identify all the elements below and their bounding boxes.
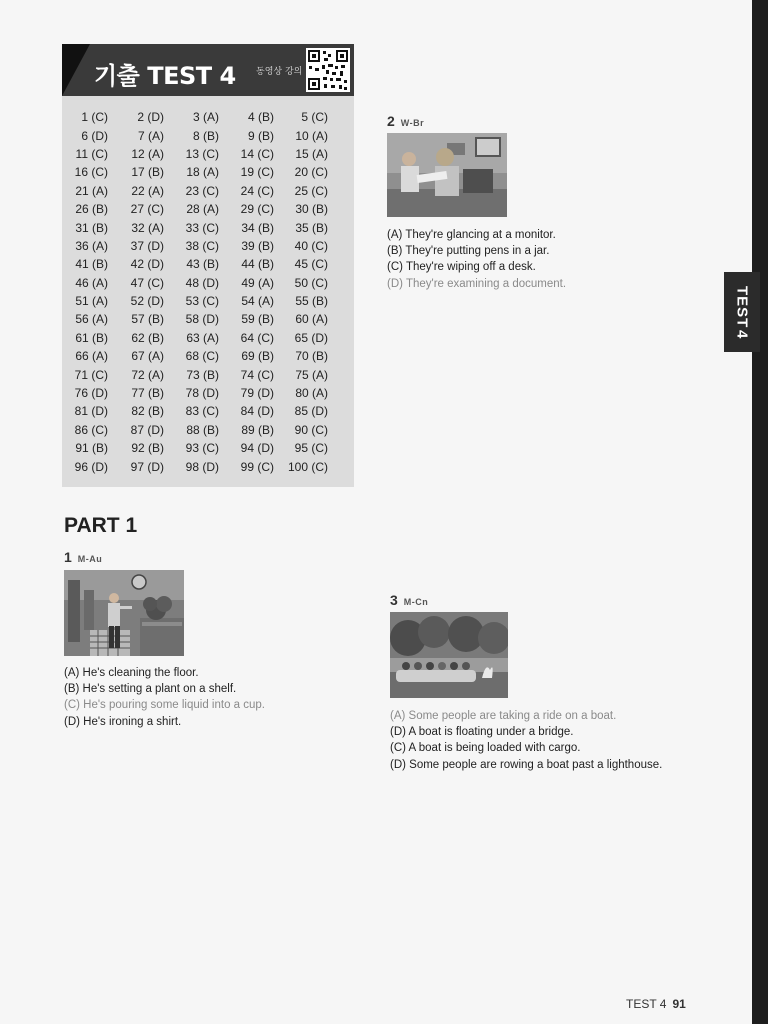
answer-cell: 71 (C) xyxy=(74,367,108,382)
answer-cell: 40 (C) xyxy=(294,238,328,253)
option-d: (D) They're examining a document. xyxy=(387,277,567,290)
answer-row xyxy=(70,237,350,255)
answer-cell: 84 (D) xyxy=(240,404,274,419)
answer-cell: 73 (B) xyxy=(186,367,219,382)
answer-cell: 83 (C) xyxy=(185,404,219,419)
answer-cell: 82 (B) xyxy=(131,404,164,419)
option-c: (C) He's pouring some liquid into a cup. xyxy=(64,699,265,712)
answer-cell: 66 (A) xyxy=(75,349,108,364)
answer-row xyxy=(70,347,350,365)
answer-cell: 22 (A) xyxy=(131,183,164,198)
answer-cell: 63 (A) xyxy=(186,330,219,345)
question-3-options xyxy=(390,708,662,773)
option-a: (A) They're glancing at a monitor. xyxy=(387,229,556,241)
answer-cell: 34 (B) xyxy=(241,220,274,235)
footer-label: TEST 4 xyxy=(626,997,667,1011)
question-number: 2 xyxy=(387,113,395,129)
answer-cell: 11 (C) xyxy=(75,146,108,161)
option-a: (A) Some people are taking a ride on a boat. xyxy=(390,710,617,722)
answer-cell: 99 (C) xyxy=(240,459,274,474)
answer-cell: 39 (B) xyxy=(241,238,274,253)
answer-cell: 16 (C) xyxy=(74,165,108,180)
answer-cell: 15 (A) xyxy=(295,146,328,161)
answer-cell: 50 (C) xyxy=(294,275,328,290)
question-3-photo xyxy=(390,612,508,698)
answer-cell: 79 (D) xyxy=(240,386,274,401)
answer-cell: 78 (D) xyxy=(185,386,219,401)
answer-cell: 33 (C) xyxy=(185,220,219,235)
page-edge xyxy=(752,0,768,1024)
page-footer xyxy=(626,997,686,1011)
answer-row xyxy=(70,126,350,144)
answer-cell: 95 (C) xyxy=(294,441,328,456)
part-title: PART 1 xyxy=(64,514,138,537)
answer-row xyxy=(70,292,350,310)
answer-cell: 5 (C) xyxy=(301,110,328,125)
speaker-code: M-Au xyxy=(77,554,103,564)
answer-cell: 4 (B) xyxy=(247,110,274,125)
answer-cell: 6 (D) xyxy=(81,128,108,143)
answer-cell: 10 (A) xyxy=(295,128,328,143)
answer-cell: 17 (B) xyxy=(131,165,164,180)
answer-row xyxy=(70,145,350,163)
answer-cell: 65 (D) xyxy=(294,330,328,345)
qr-code-icon[interactable] xyxy=(306,48,350,92)
answer-cell: 59 (B) xyxy=(241,312,274,327)
answer-cell: 38 (C) xyxy=(185,238,219,253)
answer-grid xyxy=(70,108,350,476)
answer-cell: 74 (C) xyxy=(240,367,274,382)
answer-cell: 19 (C) xyxy=(240,165,274,180)
answer-cell: 20 (C) xyxy=(294,165,328,180)
page-number: 91 xyxy=(672,997,686,1011)
answer-cell: 28 (A) xyxy=(186,202,219,217)
answer-cell: 61 (B) xyxy=(75,330,108,345)
answer-cell: 58 (D) xyxy=(185,312,219,327)
answer-cell: 51 (A) xyxy=(75,294,108,309)
answer-cell: 37 (D) xyxy=(130,238,164,253)
answer-cell: 56 (A) xyxy=(75,312,108,327)
answer-cell: 25 (C) xyxy=(294,183,328,198)
answer-cell: 52 (D) xyxy=(130,294,164,309)
answer-cell: 27 (C) xyxy=(130,202,164,217)
answer-cell: 81 (D) xyxy=(74,404,108,419)
answer-cell: 14 (C) xyxy=(240,146,274,161)
answer-cell: 45 (C) xyxy=(294,257,328,272)
option-d: (D) He's ironing a shirt. xyxy=(64,715,182,728)
option-d-first: (D) A boat is floating under a bridge. xyxy=(390,726,574,739)
answer-cell: 30 (B) xyxy=(295,202,328,217)
side-tab xyxy=(724,272,760,352)
answer-cell: 90 (C) xyxy=(294,422,328,437)
answer-cell: 31 (B) xyxy=(75,220,108,235)
answer-cell: 70 (B) xyxy=(295,349,328,364)
page-title: 기출 TEST 4 xyxy=(94,62,236,90)
answer-cell: 93 (C) xyxy=(185,441,219,456)
answer-cell: 64 (C) xyxy=(240,330,274,345)
answer-cell: 75 (A) xyxy=(295,367,328,382)
answer-cell: 18 (A) xyxy=(186,165,219,180)
answer-cell: 13 (C) xyxy=(185,146,219,161)
question-1-photo xyxy=(64,570,184,656)
answer-cell: 69 (B) xyxy=(241,349,274,364)
answer-row xyxy=(70,182,350,200)
answer-cell: 2 (D) xyxy=(137,110,164,125)
option-a: (A) He's cleaning the floor. xyxy=(64,667,199,679)
answer-cell: 35 (B) xyxy=(295,220,328,235)
header-corner xyxy=(62,44,90,96)
answer-cell: 3 (A) xyxy=(192,110,219,125)
answer-cell: 9 (B) xyxy=(247,128,274,143)
answer-cell: 77 (B) xyxy=(131,386,164,401)
answer-cell: 7 (A) xyxy=(137,128,164,143)
answer-cell: 97 (D) xyxy=(130,459,164,474)
answer-cell: 94 (D) xyxy=(240,441,274,456)
answer-cell: 54 (A) xyxy=(241,294,274,309)
answer-key-header xyxy=(62,44,354,96)
answer-cell: 100 (C) xyxy=(287,459,328,474)
answer-cell: 26 (B) xyxy=(75,202,108,217)
answer-row xyxy=(70,384,350,402)
answer-cell: 55 (B) xyxy=(295,294,328,309)
answer-row xyxy=(70,255,350,273)
answer-cell: 76 (D) xyxy=(74,386,108,401)
answer-row xyxy=(70,439,350,457)
answer-cell: 12 (A) xyxy=(131,146,164,161)
answer-cell: 43 (B) xyxy=(186,257,219,272)
answer-row xyxy=(70,163,350,181)
answer-cell: 48 (D) xyxy=(185,275,219,290)
answer-cell: 1 (C) xyxy=(81,110,108,125)
answer-row xyxy=(70,329,350,347)
option-c: (C) They're wiping off a desk. xyxy=(387,261,536,274)
speaker-code: M-Cn xyxy=(403,597,429,607)
answer-cell: 41 (B) xyxy=(75,257,108,272)
question-number: 1 xyxy=(64,549,72,565)
side-tab-word: TEST xyxy=(733,285,751,328)
answer-row xyxy=(70,457,350,475)
option-d: (D) Some people are rowing a boat past a lighthouse. xyxy=(390,758,663,771)
answer-cell: 21 (A) xyxy=(75,183,108,198)
answer-cell: 49 (A) xyxy=(241,275,274,290)
answer-row xyxy=(70,200,350,218)
question-3-header xyxy=(390,592,428,608)
answer-cell: 42 (D) xyxy=(130,257,164,272)
answer-cell: 72 (A) xyxy=(131,367,164,382)
answer-row xyxy=(70,310,350,328)
question-2-photo xyxy=(387,133,507,217)
question-2-options xyxy=(387,227,566,292)
answer-cell: 91 (B) xyxy=(75,441,108,456)
answer-cell: 32 (A) xyxy=(131,220,164,235)
answer-cell: 8 (B) xyxy=(192,128,219,143)
question-1-header xyxy=(64,549,102,565)
answer-cell: 86 (C) xyxy=(74,422,108,437)
answer-cell: 24 (C) xyxy=(240,183,274,198)
answer-cell: 36 (A) xyxy=(75,238,108,253)
answer-cell: 57 (B) xyxy=(131,312,164,327)
answer-cell: 67 (A) xyxy=(131,349,164,364)
answer-cell: 89 (B) xyxy=(241,422,274,437)
answer-row xyxy=(70,218,350,236)
answer-cell: 60 (A) xyxy=(295,312,328,327)
answer-cell: 53 (C) xyxy=(185,294,219,309)
answer-cell: 96 (D) xyxy=(74,459,108,474)
answer-cell: 23 (C) xyxy=(185,183,219,198)
answer-cell: 98 (D) xyxy=(185,459,219,474)
question-1-options xyxy=(64,665,265,730)
answer-cell: 68 (C) xyxy=(185,349,219,364)
question-2-header xyxy=(387,113,424,129)
side-tab-number: 4 xyxy=(733,330,751,339)
answer-row xyxy=(70,402,350,420)
option-b: (B) He's setting a plant on a shelf. xyxy=(64,683,237,696)
answer-cell: 92 (B) xyxy=(131,441,164,456)
answer-cell: 80 (A) xyxy=(295,386,328,401)
question-number: 3 xyxy=(390,592,398,608)
answer-cell: 47 (C) xyxy=(130,275,164,290)
answer-cell: 85 (D) xyxy=(294,404,328,419)
answer-row xyxy=(70,421,350,439)
answer-row xyxy=(70,274,350,292)
speaker-code: W-Br xyxy=(400,118,425,128)
answer-cell: 29 (C) xyxy=(240,202,274,217)
answer-cell: 62 (B) xyxy=(131,330,164,345)
answer-cell: 88 (B) xyxy=(186,422,219,437)
answer-key-box xyxy=(62,44,354,487)
answer-cell: 46 (A) xyxy=(75,275,108,290)
answer-row xyxy=(70,108,350,126)
option-c: (C) A boat is being loaded with cargo. xyxy=(390,742,581,755)
answer-row xyxy=(70,365,350,383)
answer-cell: 44 (B) xyxy=(241,257,274,272)
option-b: (B) They're putting pens in a jar. xyxy=(387,245,550,258)
video-lecture-label: 동영상 강의 xyxy=(256,67,303,77)
answer-cell: 87 (D) xyxy=(130,422,164,437)
